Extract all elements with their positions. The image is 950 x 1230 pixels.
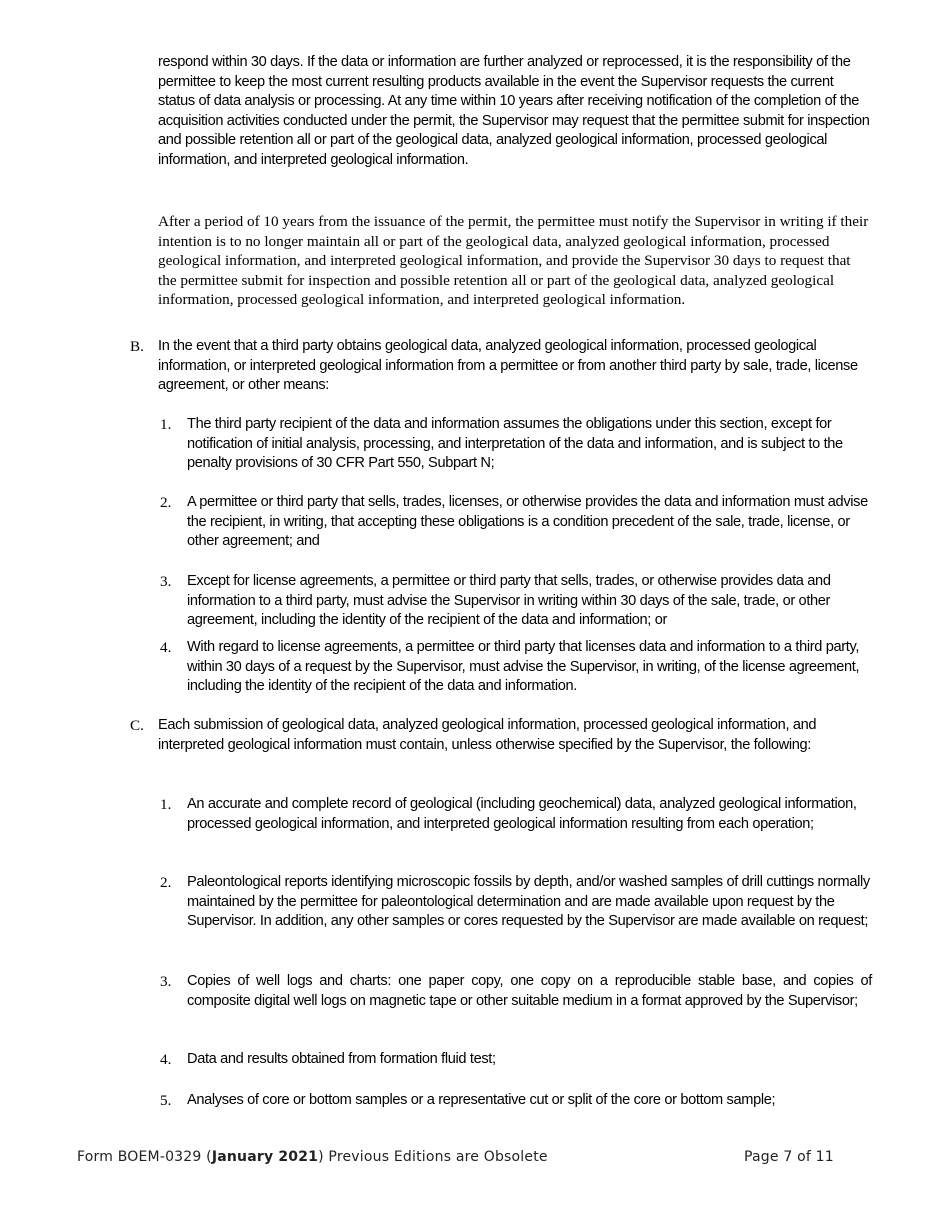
form-id-suffix: ) Previous Editions are Obsolete	[318, 1149, 548, 1165]
list-item-text: With regard to license agreements, a permittee or third party that licenses data and information to a third party, within 30 days of a request by the Supervisor, must advise the Supervisor, in writing, of the license agreement, including the identity of the recipient of the data and information.	[187, 639, 860, 695]
form-date: January 2021	[211, 1149, 319, 1165]
section-c-item-4	[160, 1050, 872, 1070]
section-b-item-1	[160, 415, 872, 474]
list-marker: 3.	[160, 973, 172, 990]
list-marker: 4.	[160, 639, 172, 656]
list-item-text: Copies of well logs and charts: one paper copy, one copy on a reproducible stable base, and copies of composite digital well logs on magnetic tape or other suitable medium in a format approved by the Supervisor;	[187, 973, 872, 1009]
section-c-item-3	[160, 972, 872, 1011]
list-marker: 2.	[160, 494, 172, 511]
section-c	[130, 716, 870, 755]
list-item-text: Data and results obtained from formation fluid test;	[187, 1051, 496, 1067]
section-b	[130, 337, 870, 396]
section-c-text: Each submission of geological data, analyzed geological information, processed geological information, and interpreted geological information must contain, unless otherwise specified by the Supervisor, the following:	[158, 717, 817, 753]
list-marker: 1.	[160, 796, 172, 813]
list-item-text: Except for license agreements, a permittee or third party that sells, trades, or otherwise provides data and information to a third party, must advise the Supervisor in writing within 30 days of the sale, trade, or other agreement, including the identity of the recipient of the data and information; or	[187, 573, 831, 629]
list-marker: 4.	[160, 1051, 172, 1068]
list-item-text: The third party recipient of the data and information assumes the obligations under this section, except for notification of initial analysis, processing, and interpretation of the data and information, and is subject to the penalty provisions of 30 CFR Part 550, Subpart N;	[187, 416, 843, 472]
page-number: Page 7 of 11	[744, 1149, 834, 1165]
section-b-text: In the event that a third party obtains geological data, analyzed geological information, processed geological information, or interpreted geological information from a permittee or from another third party by sale, trade, license agreement, or other means:	[158, 338, 858, 394]
list-marker: 1.	[160, 416, 172, 433]
section-b-item-3	[160, 572, 872, 631]
list-item-text: An accurate and complete record of geological (including geochemical) data, analyzed geological information, processed geological information, and interpreted geological information resulting from each operation;	[187, 796, 857, 832]
section-b-item-2	[160, 493, 872, 552]
section-c-marker: C.	[130, 717, 144, 734]
list-item-text: Analyses of core or bottom samples or a representative cut or split of the core or bottom sample;	[187, 1092, 776, 1108]
section-c-item-5	[160, 1091, 872, 1111]
list-item-text: A permittee or third party that sells, trades, licenses, or otherwise provides the data and information must advise the recipient, in writing, that accepting these obligations is a condition precedent of the sale, trade, license, or other agreement; and	[187, 494, 868, 550]
form-id-prefix: Form BOEM-0329 (	[77, 1149, 212, 1165]
form-footer	[77, 1147, 548, 1167]
list-marker: 3.	[160, 573, 172, 590]
list-marker: 2.	[160, 874, 172, 891]
list-item-text: Paleontological reports identifying microscopic fossils by depth, and/or washed samples of drill cuttings normally maintained by the permittee for paleontological determination and are made available upon request by the Supervisor. In addition, any other samples or cores requested by the Supervisor are made available on request;	[187, 874, 870, 930]
section-c-item-2	[160, 873, 872, 932]
ten-year-notice-paragraph: After a period of 10 years from the issuance of the permit, the permittee must notify the Supervisor in writing if their intention is to no longer maintain all or part of the geological data, analyzed geological information, processed geological information, and interpreted geological information, and provide the Supervisor 30 days to request that the permittee submit for inspection and possible retention all or part of the geological data, analyzed geological information, processed geological information, and interpreted geological information.	[158, 213, 869, 309]
section-b-marker: B.	[130, 338, 144, 355]
section-b-item-4	[160, 638, 872, 697]
intro-continuation-paragraph: respond within 30 days. If the data or information are further analyzed or reprocessed, it is the responsibility of the permittee to keep the most current resulting products available in the event the Supervisor requests the current status of data analysis or processing. At any time within 10 years after receiving notification of the completion of the acquisition activities conducted under the permit, the Supervisor may request that the permittee submit for inspection and possible retention all or part of the geological data, analyzed geological information, processed geological information, and interpreted geological information.	[158, 54, 870, 168]
list-marker: 5.	[160, 1092, 172, 1109]
section-c-item-1	[160, 795, 872, 834]
